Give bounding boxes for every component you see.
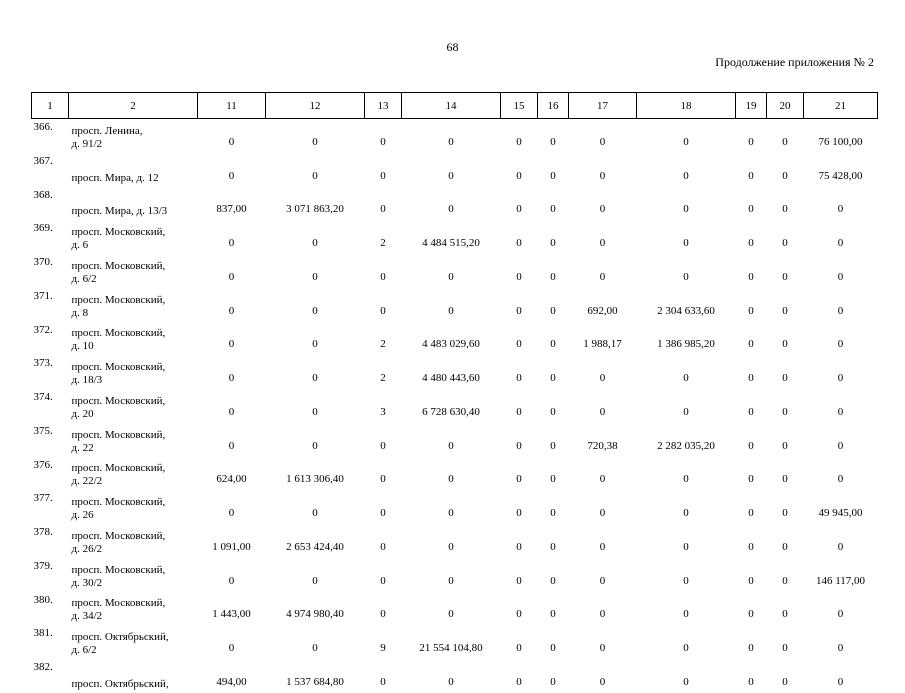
address-line: д. 6 <box>71 239 89 251</box>
address-line: просп. Московский, <box>71 361 166 373</box>
value-cell: 21 554 104,80 <box>419 642 483 654</box>
value-cell: 0 <box>380 675 386 688</box>
table-row <box>32 153 878 187</box>
value-cell: 0 <box>837 237 844 249</box>
address-cell <box>69 322 198 356</box>
value-cell: 2 <box>380 237 386 249</box>
value-cell: 0 <box>599 372 606 384</box>
value-cell: 1 988,17 <box>583 338 622 351</box>
column-header: 1 <box>32 93 69 119</box>
data-table <box>31 92 878 693</box>
value-cell: 0 <box>683 169 689 182</box>
address-line: просп. Московский, <box>71 496 166 508</box>
row-number: 374. <box>33 391 53 403</box>
value-cell: 6 728 630,40 <box>422 405 480 418</box>
value-cell: 0 <box>683 507 689 519</box>
value-cell: 0 <box>599 507 606 519</box>
value-cell: 0 <box>448 574 454 587</box>
value-cell: 0 <box>782 507 788 519</box>
value-cell: 494,00 <box>216 675 247 688</box>
address-cell <box>69 592 198 626</box>
value-cell: 0 <box>782 540 788 553</box>
header-row <box>32 93 878 119</box>
value-cell: 0 <box>782 642 788 654</box>
address-cell <box>69 288 198 322</box>
value-cell: 0 <box>448 439 454 452</box>
value-cell: 0 <box>228 270 235 283</box>
value-cell: 0 <box>782 304 788 317</box>
table-row <box>32 288 878 322</box>
value-cell: 0 <box>380 608 386 621</box>
value-cell: 0 <box>550 507 556 519</box>
value-cell: 0 <box>748 169 754 182</box>
value-cell: 1 091,00 <box>212 540 251 553</box>
value-cell: 0 <box>312 338 318 351</box>
table-row <box>32 558 878 592</box>
value-cell: 0 <box>516 237 522 249</box>
value-cell: 0 <box>380 473 386 486</box>
address-cell <box>69 423 198 457</box>
address-line: д. 26/2 <box>71 542 103 555</box>
address-line <box>72 159 198 172</box>
table-row <box>32 389 878 423</box>
address-line: д. 34/2 <box>71 610 103 623</box>
value-cell: 0 <box>837 372 844 384</box>
value-cell: 0 <box>312 169 318 182</box>
table-row <box>32 592 878 626</box>
column-header: 21 <box>804 93 878 119</box>
value-cell: 0 <box>550 608 556 621</box>
value-cell: 0 <box>748 507 754 519</box>
value-cell: 0 <box>599 642 606 654</box>
value-cell: 1 386 985,20 <box>657 338 715 351</box>
value-cell: 0 <box>550 338 556 351</box>
value-cell: 76 100,00 <box>818 135 863 148</box>
value-cell: 4 974 980,40 <box>286 608 344 621</box>
value-cell: 0 <box>748 270 754 283</box>
value-cell: 0 <box>312 372 318 384</box>
column-header: 13 <box>365 93 402 119</box>
value-cell: 0 <box>782 439 788 452</box>
value-cell: 0 <box>448 203 454 216</box>
address-cell <box>69 220 198 254</box>
row-number: 367. <box>33 154 53 167</box>
value-cell: 0 <box>448 507 454 519</box>
page-number: 68 <box>446 40 459 54</box>
table-row <box>32 187 878 221</box>
address-cell <box>69 187 198 221</box>
value-cell: 0 <box>550 372 556 384</box>
value-cell: 0 <box>599 608 606 621</box>
value-cell: 0 <box>748 608 754 621</box>
value-cell: 0 <box>748 405 754 418</box>
value-cell: 0 <box>748 237 754 249</box>
value-cell: 0 <box>683 642 689 654</box>
value-cell: 2 282 035,20 <box>657 439 715 452</box>
address-line: просп. Ленина, <box>71 124 143 137</box>
table-row <box>32 423 878 457</box>
value-cell: 0 <box>448 135 454 148</box>
column-header: 15 <box>501 93 538 119</box>
value-cell: 1 613 306,40 <box>286 473 344 486</box>
row-number: 366. <box>33 121 53 133</box>
table-row <box>32 322 878 356</box>
value-cell: 0 <box>228 405 235 418</box>
value-cell: 0 <box>312 439 318 452</box>
address-cell <box>69 389 198 423</box>
address-line: просп. Московский, <box>71 597 166 610</box>
value-cell: 0 <box>599 135 606 148</box>
value-cell: 0 <box>683 270 689 283</box>
address-line: д. 91/2 <box>71 137 103 150</box>
address-line: просп. Московский, <box>71 563 166 576</box>
address-line: д. 20 <box>71 407 94 420</box>
value-cell: 0 <box>516 135 522 148</box>
value-cell: 2 <box>380 372 386 384</box>
value-cell: 0 <box>782 270 788 283</box>
value-cell: 0 <box>599 675 606 688</box>
value-cell: 0 <box>837 304 844 317</box>
value-cell: 0 <box>516 203 522 216</box>
address-line: просп. Московский, <box>71 462 166 475</box>
value-cell: 0 <box>448 304 454 317</box>
value-cell: 0 <box>782 675 788 688</box>
value-cell: 2 <box>380 338 386 351</box>
value-cell: 0 <box>599 540 606 553</box>
row-number: 368. <box>33 188 53 201</box>
column-header: 19 <box>736 93 767 119</box>
address-line: д. 22 <box>71 441 94 454</box>
address-cell <box>69 119 198 153</box>
value-cell: 692,00 <box>587 304 618 317</box>
table-row <box>32 659 878 693</box>
address-line: д. 6/2 <box>71 272 97 285</box>
address-line: просп. Октябрьский, <box>71 677 169 690</box>
value-cell: 146 117,00 <box>815 574 866 587</box>
table-row <box>32 220 878 254</box>
value-cell: 3 071 863,20 <box>286 203 344 216</box>
column-header: 18 <box>637 93 736 119</box>
value-cell: 0 <box>312 507 318 519</box>
value-cell: 0 <box>380 169 386 182</box>
value-cell: 4 483 029,60 <box>422 338 480 351</box>
address-cell <box>69 524 198 558</box>
value-cell: 0 <box>516 304 522 317</box>
value-cell: 0 <box>380 304 386 317</box>
value-cell: 0 <box>550 540 556 553</box>
value-cell: 0 <box>228 338 235 351</box>
table-row <box>32 355 878 389</box>
value-cell: 0 <box>550 203 556 216</box>
value-cell: 2 653 424,40 <box>286 540 344 553</box>
value-cell: 0 <box>448 608 454 621</box>
table-row <box>32 625 878 659</box>
value-cell: 0 <box>550 473 556 486</box>
value-cell: 0 <box>516 439 522 452</box>
row-number: 369. <box>33 222 53 235</box>
address-line: д. 6/2 <box>71 644 97 656</box>
value-cell: 0 <box>837 608 844 621</box>
value-cell: 0 <box>782 135 788 148</box>
value-cell: 0 <box>748 473 754 486</box>
value-cell: 0 <box>312 304 318 317</box>
value-cell: 2 304 633,60 <box>657 304 715 317</box>
value-cell: 0 <box>748 642 754 654</box>
row-number: 379. <box>33 559 53 572</box>
value-cell: 0 <box>516 338 522 351</box>
value-cell: 0 <box>380 574 386 587</box>
value-cell: 0 <box>683 237 689 249</box>
value-cell: 0 <box>837 203 844 216</box>
value-cell: 624,00 <box>216 473 247 486</box>
table-row <box>32 119 878 153</box>
row-number: 375. <box>33 424 53 437</box>
value-cell: 0 <box>683 135 689 148</box>
value-cell: 0 <box>228 304 235 317</box>
address-line: д. 8 <box>71 306 89 319</box>
value-cell: 0 <box>550 574 556 587</box>
row-number: 380. <box>33 593 53 606</box>
value-cell: 0 <box>228 642 235 654</box>
column-header: 14 <box>402 93 501 119</box>
value-cell: 0 <box>599 270 606 283</box>
value-cell: 0 <box>683 473 689 486</box>
value-cell: 0 <box>599 169 606 182</box>
address-line: д. 10 <box>71 340 94 353</box>
address-cell <box>69 625 198 659</box>
address-cell <box>69 659 198 693</box>
value-cell: 0 <box>516 372 522 384</box>
value-cell: 49 945,00 <box>818 507 863 519</box>
value-cell: 0 <box>748 540 754 553</box>
value-cell: 0 <box>748 439 754 452</box>
value-cell: 0 <box>380 203 386 216</box>
value-cell: 0 <box>516 642 522 654</box>
value-cell: 0 <box>550 304 556 317</box>
value-cell: 0 <box>599 574 606 587</box>
value-cell: 0 <box>516 169 522 182</box>
value-cell: 0 <box>516 574 522 587</box>
value-cell: 0 <box>516 675 522 688</box>
value-cell: 0 <box>380 540 386 553</box>
value-cell: 0 <box>748 574 754 587</box>
value-cell: 0 <box>312 237 318 249</box>
address-cell <box>69 355 198 389</box>
value-cell: 0 <box>837 675 844 688</box>
value-cell: 0 <box>837 405 844 418</box>
column-header: 17 <box>569 93 637 119</box>
column-header: 16 <box>538 93 569 119</box>
row-number: 382. <box>33 661 53 673</box>
address-line <box>72 665 198 678</box>
value-cell: 0 <box>599 237 606 249</box>
address-line: просп. Московский, <box>71 226 166 238</box>
address-line: просп. Мира, д. 12 <box>71 171 159 184</box>
value-cell: 0 <box>228 237 235 249</box>
value-cell: 0 <box>683 540 689 553</box>
address-cell <box>69 153 198 187</box>
address-line: просп. Московский, <box>71 394 166 407</box>
value-cell: 0 <box>550 135 556 148</box>
address-line: д. 18/3 <box>71 374 103 386</box>
address-line: просп. Московский, <box>71 259 166 272</box>
row-number: 381. <box>33 627 53 640</box>
column-header: 11 <box>198 93 266 119</box>
value-cell: 0 <box>550 675 556 688</box>
row-number: 378. <box>33 526 53 538</box>
address-line: д. 22/2 <box>71 475 103 488</box>
value-cell: 75 428,00 <box>818 169 863 182</box>
table-row <box>32 254 878 288</box>
table-row <box>32 524 878 558</box>
address-line: просп. Московский, <box>71 529 166 542</box>
value-cell: 0 <box>599 405 606 418</box>
address-line: просп. Мира, д. 13/3 <box>71 205 168 218</box>
row-number: 376. <box>33 458 53 471</box>
value-cell: 0 <box>748 203 754 216</box>
value-cell: 0 <box>380 135 386 148</box>
value-cell: 0 <box>448 169 454 182</box>
value-cell: 1 443,00 <box>212 608 251 621</box>
value-cell: 0 <box>748 372 754 384</box>
value-cell: 0 <box>683 405 689 418</box>
value-cell: 0 <box>516 473 522 486</box>
value-cell: 0 <box>782 574 788 587</box>
address-line <box>72 192 198 205</box>
address-cell <box>69 490 198 524</box>
value-cell: 837,00 <box>216 203 247 216</box>
value-cell: 0 <box>782 169 788 182</box>
value-cell: 9 <box>380 642 386 654</box>
value-cell: 0 <box>448 270 454 283</box>
value-cell: 0 <box>228 439 235 452</box>
value-cell: 0 <box>782 203 788 216</box>
value-cell: 0 <box>837 270 844 283</box>
value-cell: 0 <box>228 372 235 384</box>
address-line: д. 30/2 <box>71 576 103 589</box>
value-cell: 0 <box>683 608 689 621</box>
value-cell: 0 <box>837 642 844 654</box>
row-number: 372. <box>33 323 53 336</box>
value-cell: 0 <box>550 405 556 418</box>
value-cell: 4 480 443,60 <box>422 372 480 384</box>
value-cell: 0 <box>516 270 522 283</box>
value-cell: 0 <box>228 507 235 519</box>
value-cell: 0 <box>448 473 454 486</box>
value-cell: 0 <box>550 642 556 654</box>
value-cell: 0 <box>748 304 754 317</box>
value-cell: 0 <box>312 135 318 148</box>
value-cell: 0 <box>782 372 788 384</box>
value-cell: 0 <box>312 642 318 654</box>
value-cell: 0 <box>782 473 788 486</box>
value-cell: 0 <box>748 135 754 148</box>
value-cell: 0 <box>516 507 522 519</box>
address-line: д. 26 <box>71 509 94 521</box>
value-cell: 0 <box>228 574 235 587</box>
value-cell: 0 <box>683 372 689 384</box>
value-cell: 0 <box>748 338 754 351</box>
address-line: просп. Московский, <box>71 327 166 340</box>
value-cell: 0 <box>550 270 556 283</box>
value-cell: 0 <box>837 473 844 486</box>
table-row <box>32 457 878 491</box>
value-cell: 0 <box>516 540 522 553</box>
address-cell <box>69 558 198 592</box>
value-cell: 0 <box>782 338 788 351</box>
column-header: 12 <box>266 93 365 119</box>
column-header: 20 <box>767 93 804 119</box>
table-body <box>32 119 878 693</box>
value-cell: 720,38 <box>587 439 618 452</box>
value-cell: 0 <box>748 675 754 688</box>
address-line: просп. Московский, <box>71 293 166 306</box>
value-cell: 0 <box>516 405 522 418</box>
value-cell: 3 <box>380 405 386 418</box>
value-cell: 0 <box>516 608 522 621</box>
value-cell: 0 <box>312 270 318 283</box>
value-cell: 0 <box>599 203 606 216</box>
value-cell: 0 <box>380 270 386 283</box>
row-number: 371. <box>33 289 53 302</box>
row-number: 377. <box>33 492 53 505</box>
value-cell: 0 <box>683 574 689 587</box>
value-cell: 0 <box>380 507 386 519</box>
value-cell: 0 <box>228 169 235 182</box>
row-number: 370. <box>33 256 53 268</box>
address-cell <box>69 254 198 288</box>
value-cell: 0 <box>448 540 454 553</box>
column-header: 2 <box>69 93 198 119</box>
address-line: просп. Октябрьский, <box>71 631 169 643</box>
value-cell: 0 <box>782 237 788 249</box>
address-line: просп. Московский, <box>71 428 166 441</box>
value-cell: 1 537 684,80 <box>286 675 344 688</box>
value-cell: 0 <box>837 338 844 351</box>
continuation-note: Продолжение приложения № 2 <box>715 55 874 69</box>
value-cell: 0 <box>599 473 606 486</box>
value-cell: 0 <box>782 405 788 418</box>
value-cell: 0 <box>312 405 318 418</box>
value-cell: 0 <box>683 675 689 688</box>
value-cell: 0 <box>837 540 844 553</box>
value-cell: 0 <box>837 439 844 452</box>
value-cell: 0 <box>228 135 235 148</box>
address-cell <box>69 457 198 491</box>
value-cell: 0 <box>782 608 788 621</box>
value-cell: 0 <box>448 675 454 688</box>
value-cell: 0 <box>550 237 556 249</box>
table-row <box>32 490 878 524</box>
row-number: 373. <box>33 357 53 370</box>
value-cell: 0 <box>683 203 689 216</box>
value-cell: 0 <box>312 574 318 587</box>
value-cell: 0 <box>380 439 386 452</box>
value-cell: 4 484 515,20 <box>422 237 480 249</box>
value-cell: 0 <box>550 439 556 452</box>
value-cell: 0 <box>550 169 556 182</box>
